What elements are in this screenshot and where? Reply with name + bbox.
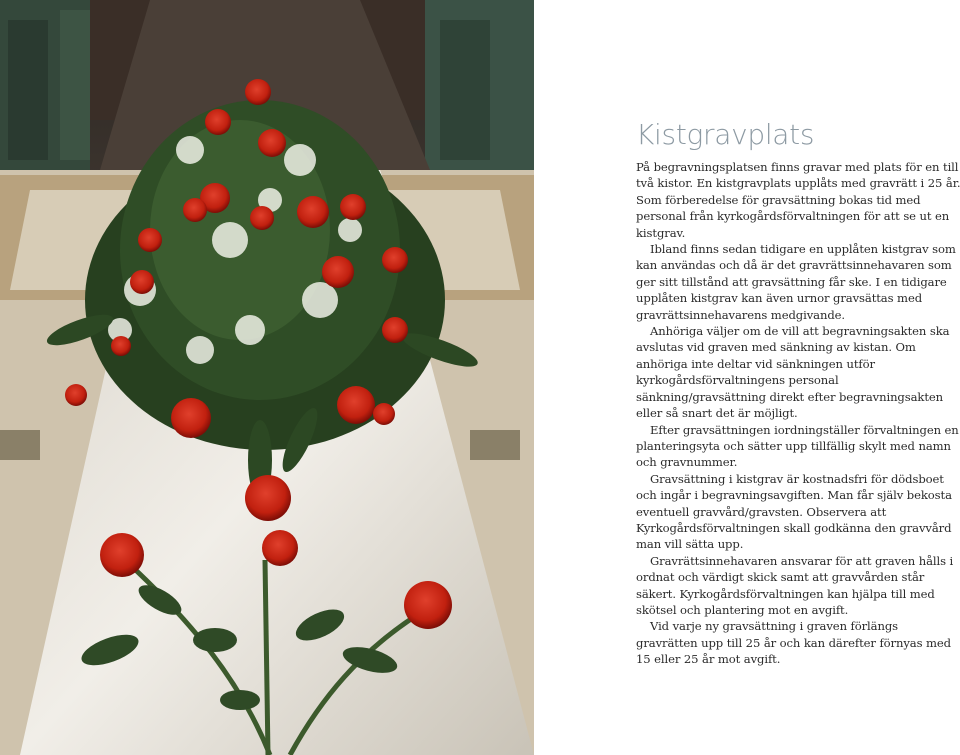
paragraph-7: Vid varje ny gravsättning i graven förlängs gravrätten upp till 25 år och kan därefter förnyas med 15 eller 25 år mot avgift. [636,619,951,667]
paragraph-5: Gravsättning i kistgrav är kostnadsfri för dödsboet och ingår i begravningsavgiften. Man får själv bekosta eventuell gravvård/gravsten. Observera att Kyrkogårdsförvaltningen skall godkänna den gravvård man vill sätta upp. [636,471,952,552]
paragraph-4: Efter gravsättningen iordningställer förvaltningen en planteringsyta och sätter upp tillfällig skylt med namn och gravnummer. [636,422,959,470]
paragraph-3: Anhöriga väljer om de vill att begravningsakten ska avslutas vid graven med sänkning av kistan. Om anhöriga inte deltar vid sänkningen utför kyrkogårdsförvaltningens personal sänkning/gravsättning direkt efter begravningsakten eller så snart det är möjligt. [636,324,950,421]
paragraph-6: Gravrättsinnehavaren ansvarar för att graven hålls i ordnat och värdigt skick samt att gravvården står säkert. Kyrkogårdsförvaltningen kan hjälpa till med skötsel och plantering mot en avgift. [636,553,954,617]
article [636,118,960,668]
paragraph-2: Ibland finns sedan tidigare en upplåten kistgrav som kan användas och då är det gravrättsinnehavaren som ger sitt tillstånd att gravsättning får ske. I en tidigare upplåten kistgrav kan även urnor gravsättas med gravrättsinnehavarens medgivande. [636,242,956,322]
page-title: Kistgravplats [636,118,815,151]
paragraph-1: På begravningsplatsen finns gravar med plats för en till två kistor. En kistgravplats upplåts med gravrätt i 25 år. Som förberedelse för gravsättning bokas tid med personal från kyrkogårdsförvaltningen för att se ut en kistgrav. [636,160,960,240]
